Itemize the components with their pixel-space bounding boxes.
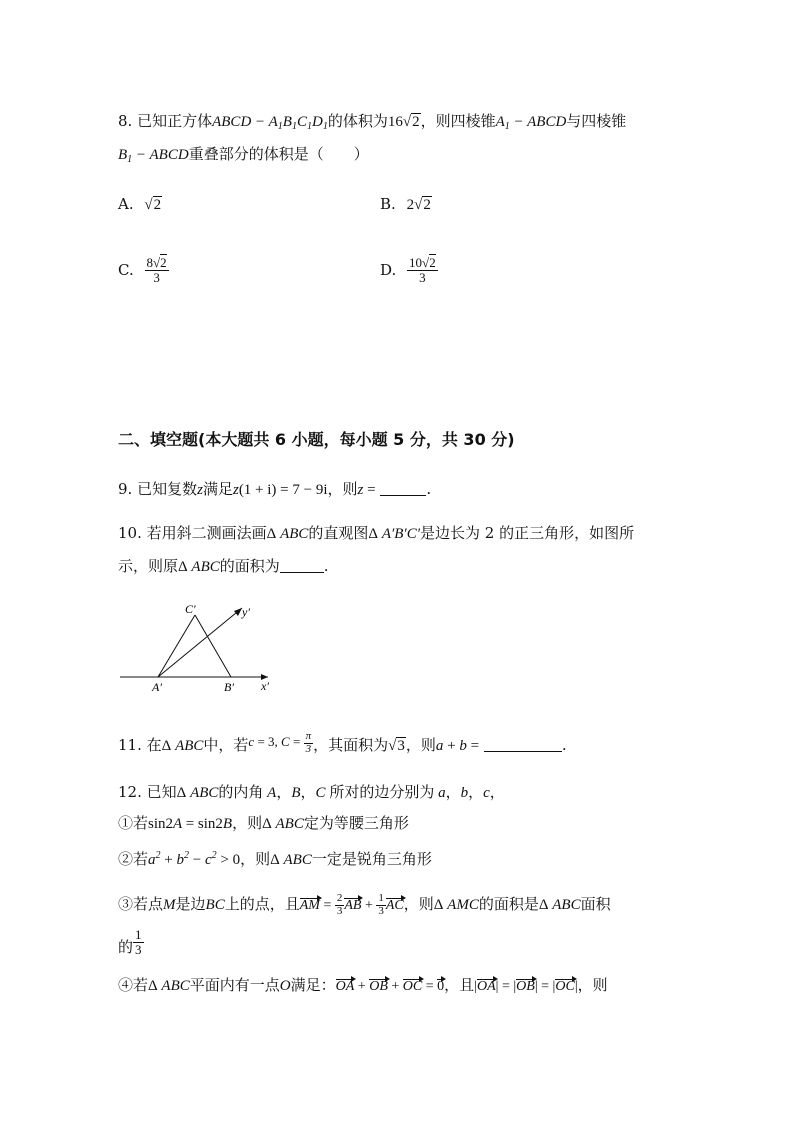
q12-statement-3 xyxy=(118,893,611,917)
q11-text-d: ，则 xyxy=(405,736,436,755)
q11-text-a: 在 xyxy=(146,736,162,755)
q12-intro-c: 所对的边分别为 xyxy=(329,783,435,801)
q11-end: . xyxy=(561,736,567,755)
q8-line2 xyxy=(118,143,369,165)
q12-s2-a: ②若 xyxy=(118,850,149,868)
q12-s4-e: ，则 xyxy=(577,976,608,994)
q12-s4-a: ④若 xyxy=(118,976,149,994)
y-axis xyxy=(158,608,242,677)
option-label: D. xyxy=(380,261,397,280)
q12-intro-a: 已知 xyxy=(146,783,177,801)
q12-s3-side: BC xyxy=(205,897,225,914)
q12-s2-condition: $a^2 + b^2 - c^2 > 0$ xyxy=(148,850,241,868)
q10-text-c: 是边长为 2 的正三角形，如图所 xyxy=(420,524,635,542)
q9-equation: z(1 + i) = 7 − 9i xyxy=(232,482,328,498)
q8-text-c: ，则四棱锥 xyxy=(420,112,496,130)
q12-s2-triangle: Δ ABC xyxy=(270,852,312,868)
label-a-prime: A′ xyxy=(152,680,162,694)
q12-s1-c: 定为等腰三角形 xyxy=(303,814,409,832)
q12-s4-c: 满足： xyxy=(290,976,336,994)
q10-end: . xyxy=(323,557,329,575)
q8-option-c[interactable] xyxy=(118,256,169,284)
q12-s1-triangle: Δ ABC xyxy=(262,816,304,832)
q12-statement-1 xyxy=(118,812,409,833)
section-heading: 二、填空题(本大题共 6 小题，每小题 5 分，共 30 分) xyxy=(118,430,515,449)
q8-line1 xyxy=(118,110,626,132)
q10-line1 xyxy=(118,522,634,543)
q10-text-e: 的面积为 xyxy=(219,557,280,575)
q12-s4-point: O xyxy=(279,978,291,994)
q10-answer-blank[interactable] xyxy=(280,558,324,573)
q9-answer-var: z = xyxy=(357,482,376,498)
label-y-prime: y′ xyxy=(242,605,250,619)
q10-triangle-prime: Δ A′B′C′ xyxy=(368,526,421,542)
q12-s3-c: 上的点，且 xyxy=(224,895,300,914)
q8-pyramid-2: $B_1$ − ABCD xyxy=(118,147,189,165)
q8-volume: 16√2 xyxy=(387,114,420,130)
q11-triangle: Δ ABC xyxy=(161,738,204,755)
q9-text-b: 满足 xyxy=(202,480,233,498)
q9-var-z: z xyxy=(197,482,203,498)
q12-s4-d: ，且 xyxy=(444,976,475,994)
q12-s1-b: ，则 xyxy=(232,814,263,832)
side-c-b xyxy=(195,615,231,677)
q10-number: 10. xyxy=(118,524,142,542)
q12-s3-point: M xyxy=(163,897,176,914)
q10-text-d: 示，则原 xyxy=(118,557,179,575)
q12-s4-vector-sum: OA + OB + OC = 0 xyxy=(335,979,445,994)
q9-number: 9. xyxy=(118,480,133,498)
q12-s4-b: 平面内有一点 xyxy=(189,976,280,994)
q12-number: 12. xyxy=(118,783,142,801)
q12-triangle: Δ ABC xyxy=(176,785,219,801)
q8-text-d: 与四棱锥 xyxy=(566,112,627,130)
q12-s3-vector-eq: AM = $\frac{2}{3}$ AB + $\frac{1}{3}$ AC xyxy=(299,892,404,917)
q8-option-b[interactable] xyxy=(380,195,432,214)
q11-text-c: ，其面积为 xyxy=(313,736,389,755)
q8-option-a[interactable] xyxy=(118,195,162,214)
q10-text-b: 的直观图 xyxy=(308,524,369,542)
q12-s1-condition: sin2A = sin2B xyxy=(148,816,233,832)
option-value: $\frac{10√2}{3}$ xyxy=(409,255,436,285)
q8-number: 8. xyxy=(118,112,133,130)
option-label: B. xyxy=(380,195,396,213)
q12-statement-2 xyxy=(118,848,432,869)
q12-intro xyxy=(118,781,505,802)
q11-text-b: 中，若 xyxy=(203,736,249,755)
q12-s3-d: ，则 xyxy=(403,895,434,914)
q11 xyxy=(118,731,567,755)
q9-text-a: 已知复数 xyxy=(137,480,198,498)
q11-area: √3 xyxy=(388,738,405,755)
q8-text-b: 的体积为 xyxy=(327,112,388,130)
option-label: C. xyxy=(118,261,134,280)
option-label: A. xyxy=(118,195,134,213)
q10-line2 xyxy=(118,555,329,576)
q10-triangle-2: Δ ABC xyxy=(178,559,220,575)
q11-answer-blank[interactable] xyxy=(484,737,562,752)
q12-s2-c: 一定是锐角三角形 xyxy=(311,850,432,868)
q12-s4-magnitudes: |OA| = |OB| = |OC| xyxy=(474,979,578,994)
q12-s3-b: 是边 xyxy=(175,895,206,914)
q8-cube-name: ABCD − $A_1B_1C_1D_1$ xyxy=(212,114,328,132)
q12-s3-amc: Δ AMC xyxy=(433,897,479,914)
q12-sides: a，b，c， xyxy=(434,785,505,801)
q8-option-d[interactable] xyxy=(380,256,438,284)
q11-condition: c = 3, C = $\frac{\pi}{3}$ xyxy=(248,730,312,755)
option-value: 2√2 xyxy=(406,197,431,213)
label-x-prime: x′ xyxy=(261,679,269,693)
q8-text-e: 重叠部分的体积是（ ） xyxy=(188,145,369,163)
q8-pyramid-1: $A_1$ − ABCD xyxy=(495,114,567,132)
side-a-c xyxy=(158,615,195,677)
q9-text-c: ，则 xyxy=(327,480,358,498)
q12-s3-g: 的 xyxy=(118,938,134,957)
y-axis-arrow xyxy=(234,608,242,616)
q9 xyxy=(118,478,431,499)
q12-angles: A，B，C xyxy=(263,785,330,801)
q12-s3-fraction: $\frac{1}{3}$ xyxy=(135,927,142,957)
q12-s3-a: ③若点 xyxy=(118,895,164,914)
q8-text-a: 已知正方体 xyxy=(137,112,213,130)
q9-end: . xyxy=(426,480,432,498)
q12-s1-a: ①若 xyxy=(118,814,149,832)
q10-triangle: Δ ABC xyxy=(266,526,309,542)
q11-number: 11. xyxy=(118,736,142,755)
q10-text-a: 若用斜二测画法画 xyxy=(146,524,267,542)
q12-s3-e: 的面积是 xyxy=(478,895,539,914)
q12-s3-f: 面积 xyxy=(580,895,611,914)
q12-intro-b: 的内角 xyxy=(218,783,264,801)
q12-statement-4 xyxy=(118,974,608,995)
label-b-prime: B′ xyxy=(224,680,234,694)
q9-answer-blank[interactable] xyxy=(380,481,426,496)
q12-s4-triangle: Δ ABC xyxy=(148,978,190,994)
q12-s2-b: ，则 xyxy=(240,850,271,868)
q12-statement-3-cont xyxy=(118,928,144,957)
label-c-prime: C′ xyxy=(185,602,196,616)
option-value: √2 xyxy=(144,197,162,213)
q11-expression: a + b = xyxy=(435,738,480,755)
q12-s3-abc: Δ ABC xyxy=(538,897,581,914)
option-value: $\frac{8√2}{3}$ xyxy=(146,255,167,285)
q10-figure xyxy=(118,598,288,698)
